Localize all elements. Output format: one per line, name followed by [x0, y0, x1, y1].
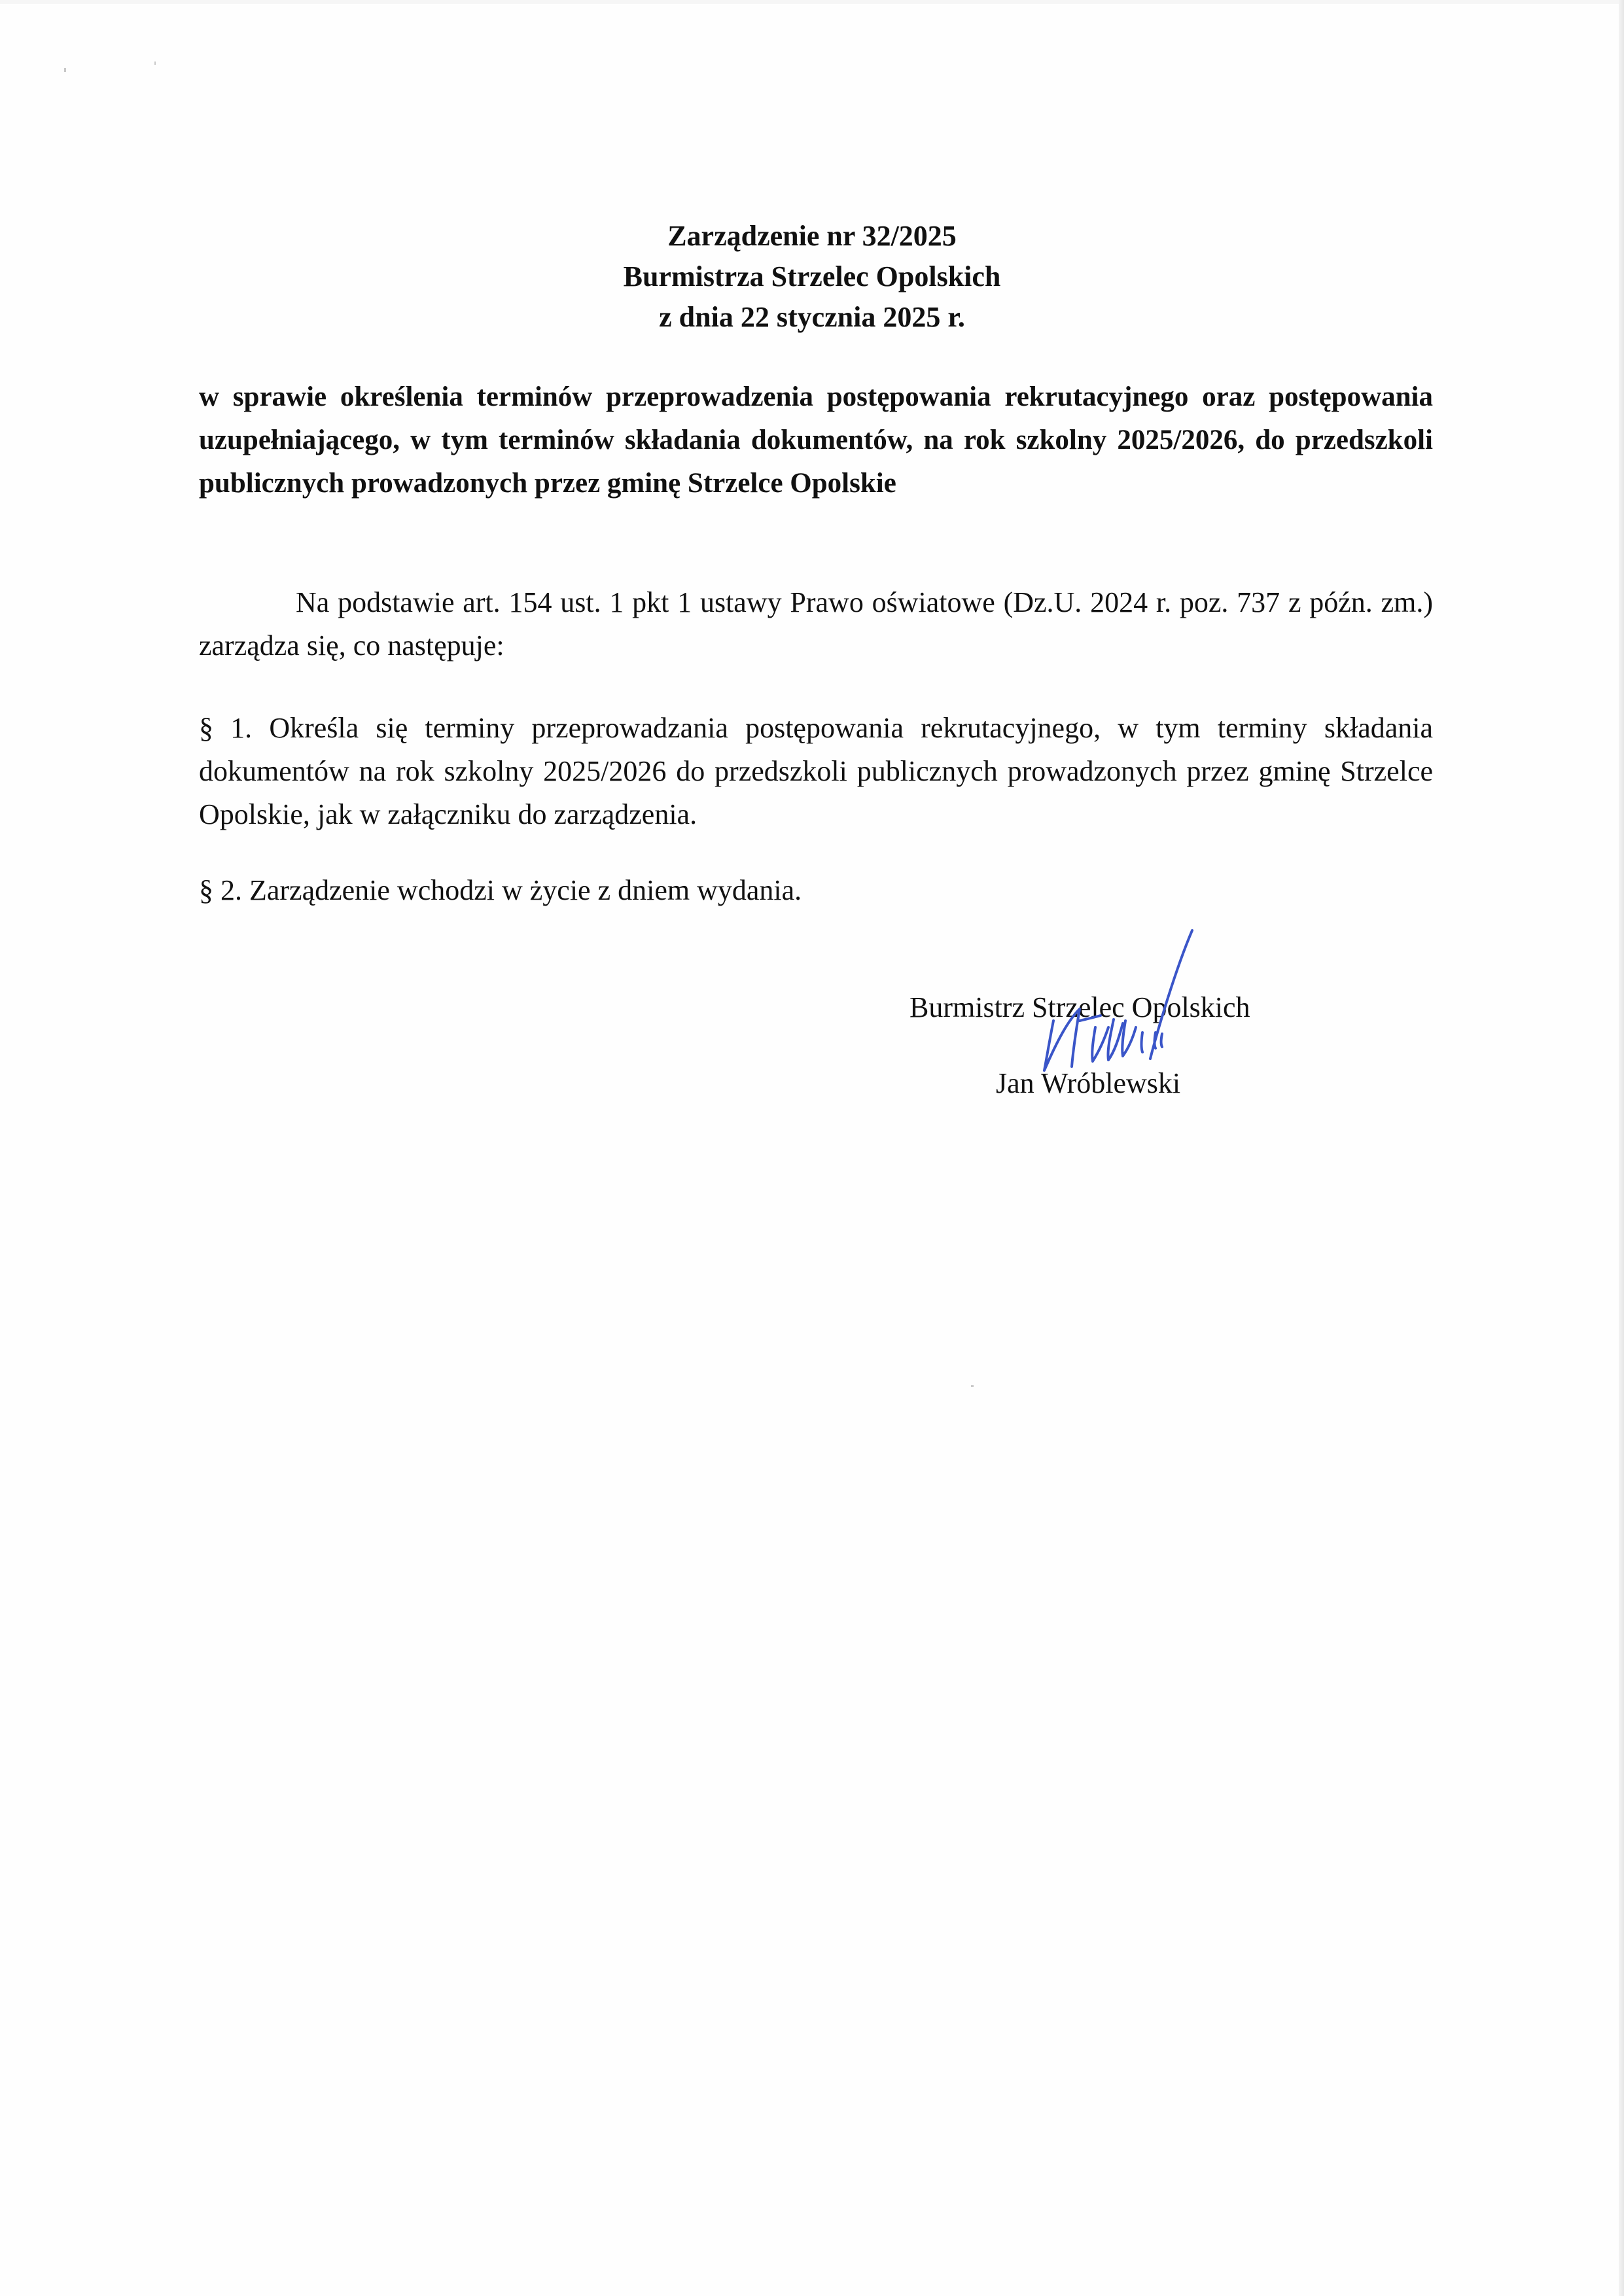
scan-speck — [64, 68, 66, 72]
scan-speck — [971, 1385, 974, 1387]
ordinance-number: Zarządzenie nr 32/2025 — [667, 220, 957, 252]
scan-right-edge — [1619, 0, 1624, 2296]
legal-basis: Na podstawie art. 154 ust. 1 pkt 1 ustawy Prawo oświatowe (Dz.U. 2024 r. poz. 737 z późn. zm.) zarządza się, co następuje: — [199, 586, 1433, 662]
ordinance-subject: w sprawie określenia terminów przeprowadzenia postępowania rekrutacyjnego oraz postępowania uzupełniającego, w tym terminów składania dokumentów, na rok szkolny 2025/2026, do przedszkoli publicznych prowadzonych przez gminę Strzelce Opolskie — [199, 381, 1433, 499]
scan-speck — [154, 62, 156, 65]
scan-top-edge — [0, 0, 1624, 4]
issue-date: z dnia 22 stycznia 2025 r. — [659, 301, 965, 333]
paragraph-2: § 2. Zarządzenie wchodzi w życie z dniem wydania. — [199, 874, 802, 906]
issuing-authority: Burmistrza Strzelec Opolskich — [623, 260, 1001, 292]
signatory-title: Burmistrz Strzelec Opolskich — [909, 991, 1250, 1023]
paragraph-1: § 1. Określa się terminy przeprowadzania postępowania rekrutacyjnego, w tym terminy składania dokumentów na rok szkolny 2025/2026 do przedszkoli publicznych prowadzonych przez gminę Strzelce Opolskie, jak w załączniku do zarządzenia. — [199, 712, 1433, 830]
signatory-name: Jan Wróblewski — [996, 1067, 1181, 1099]
